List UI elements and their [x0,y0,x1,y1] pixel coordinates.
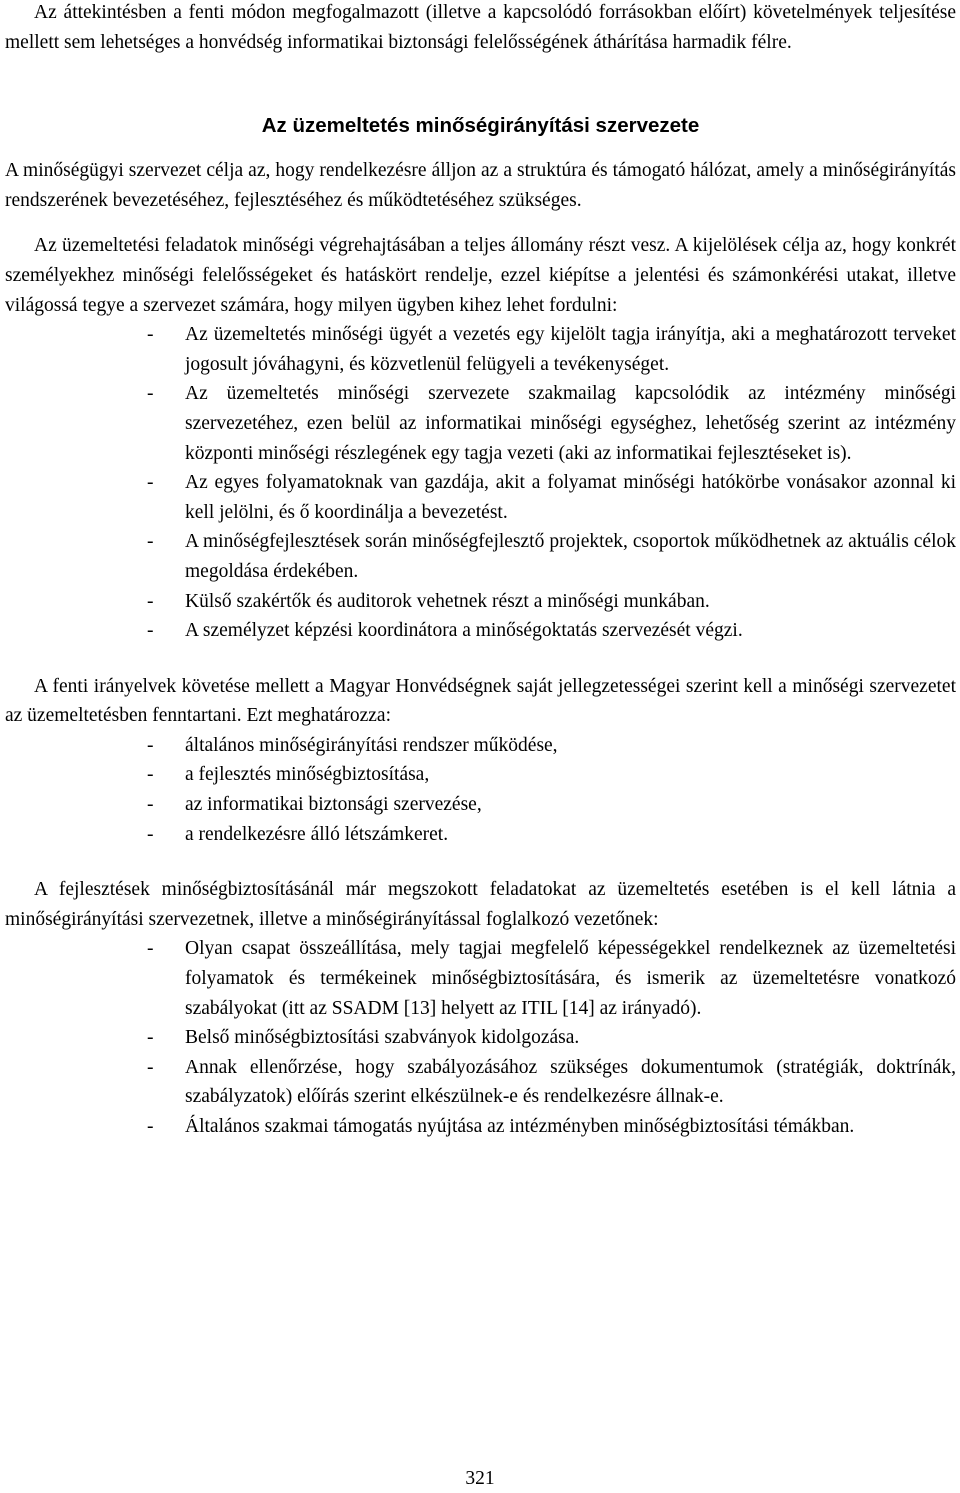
list-item-text: a rendelkezésre álló létszámkeret. [185,823,449,845]
list-item-text: Olyan csapat összeállítása, mely tagjai megfelelő képességekkel rendelkeznek az üzemeltetési folyamatok és termékeinek minőségbiztosítására, és ismerik az üzemeltetésre vonatkozó szabályokat (itt az SSADM [13] helyett az ITIL [14] az irányadó). [185,938,956,1019]
list-item [5,468,956,527]
responsibility-list [5,320,956,646]
list-item [5,379,956,468]
list-item-text: az informatikai biztonsági szervezése, [185,794,482,816]
paragraph-1: A minőségügyi szervezet célja az, hogy rendelkezésre álljon az a struktúra és támogató hálózat, amely a minőségirányítás rendszerének bevezetéséhez, fejlesztéséhez és működtetéséhez szükséges. [5,160,956,211]
list-item-text: általános minőségirányítási rendszer működése, [185,734,558,756]
list-item-text: A minőségfejlesztések során minőségfejlesztő projektek, csoportok működhetnek az aktuális célok megoldása érdekében. [185,531,956,582]
dash-marker: - [147,794,154,816]
dash-marker: - [147,590,154,612]
list-item [5,934,956,1023]
dash-marker: - [147,764,154,786]
dash-marker: - [147,620,154,642]
intro-paragraph: Az áttekintésben a fenti módon megfogalmazott (illetve a kapcsolódó forrásokban előírt) követelmények teljesítése mellett sem lehetséges a honvédség informatikai biztonsági felelősségének áthárítása harmadik félre. [5,2,956,53]
list-item [5,760,956,790]
list-item-text: A személyzet képzési koordinátora a minőségoktatás szervezését végzi. [185,620,743,642]
dash-marker: - [147,472,154,494]
list-item-text: Az üzemeltetés minőségi szervezete szakmailag kapcsolódik az intézmény minőségi szervezetéhez, ezen belül az informatikai minőségi egységhez, lehetőség szerint az intézmény központi minőségi részlegének egy tagja vezeti (aki az informatikai fejlesztéseket is). [185,383,956,464]
list-item-text: Annak ellenőrzése, hogy szabályozásához szükséges dokumentumok (stratégiák, doktrínák, szabályzatok) előírás szerint elkészülnek-e és rendelkezésre állnak-e. [185,1056,956,1108]
list-item [5,1112,956,1142]
paragraph-3: A fenti irányelvek követése mellett a Magyar Honvédségnek saját jellegzetességei szerint kell a minőségi szervezetet az üzemeltetésben fenntartani. Ezt meghatározza: [5,675,956,727]
paragraph-2: Az üzemeltetési feladatok minőségi végrehajtásában a teljes állomány részt vesz. A kijelölések célja az, hogy konkrét személyekhez minőségi felelősségeket és hatáskört rendelje, ezzel kiépítse a jelentési és számonkérési utakat, illetve világossá tegye a szervezet számára, hogy milyen ügyben kihez lehet fordulni: [5,235,956,316]
list-item [5,1053,956,1112]
dash-marker: - [147,324,154,346]
list-item-text: Általános szakmai támogatás nyújtása az intézményben minőségbiztosítási témákban. [185,1116,855,1137]
list-item-text: Az üzemeltetés minőségi ügyét a vezetés egy kijelölt tagja irányítja, aki a meghatározott terveket jogosult jóváhagyni, és közvetlenül felügyeli a tevékenységet. [185,324,956,375]
dash-marker: - [147,531,154,553]
list-item-text: Belső minőségbiztosítási szabványok kidolgozása. [185,1027,580,1049]
list-item [5,527,956,586]
list-item-text: Az egyes folyamatoknak van gazdája, akit a folyamat minőségi hatókörbe vonásakor azonnal ki kell jelölni, és ő koordinálja a bevezetést. [185,472,956,523]
list-item [5,1023,956,1053]
list-item-text: Külső szakértők és auditorok vehetnek részt a minőségi munkában. [185,590,710,612]
dash-marker: - [147,1056,154,1078]
dash-marker: - [147,938,154,960]
section-title: Az üzemeltetés minőségirányítási szervezete [261,114,700,138]
list-item [5,320,956,379]
list-item [5,616,956,646]
paragraph-4: A fejlesztések minőségbiztosításánál már megszokott feladatokat az üzemeltetés esetében is el kell látnia a minőségirányítási szervezetnek, illetve a minőségirányítással foglalkozó vezetőnek: [5,879,956,930]
document-page [5,0,956,1142]
list-item [5,587,956,617]
list-item [5,820,956,850]
determinant-list [5,731,956,849]
list-item [5,790,956,820]
dash-marker: - [147,383,154,405]
page-number: 321 [465,1468,495,1489]
dash-marker: - [147,823,154,845]
dash-marker: - [147,1027,154,1049]
list-item-text: a fejlesztés minőségbiztosítása, [185,764,430,786]
list-item [5,731,956,761]
task-list [5,934,956,1141]
dash-marker: - [147,734,154,756]
dash-marker: - [147,1116,154,1137]
